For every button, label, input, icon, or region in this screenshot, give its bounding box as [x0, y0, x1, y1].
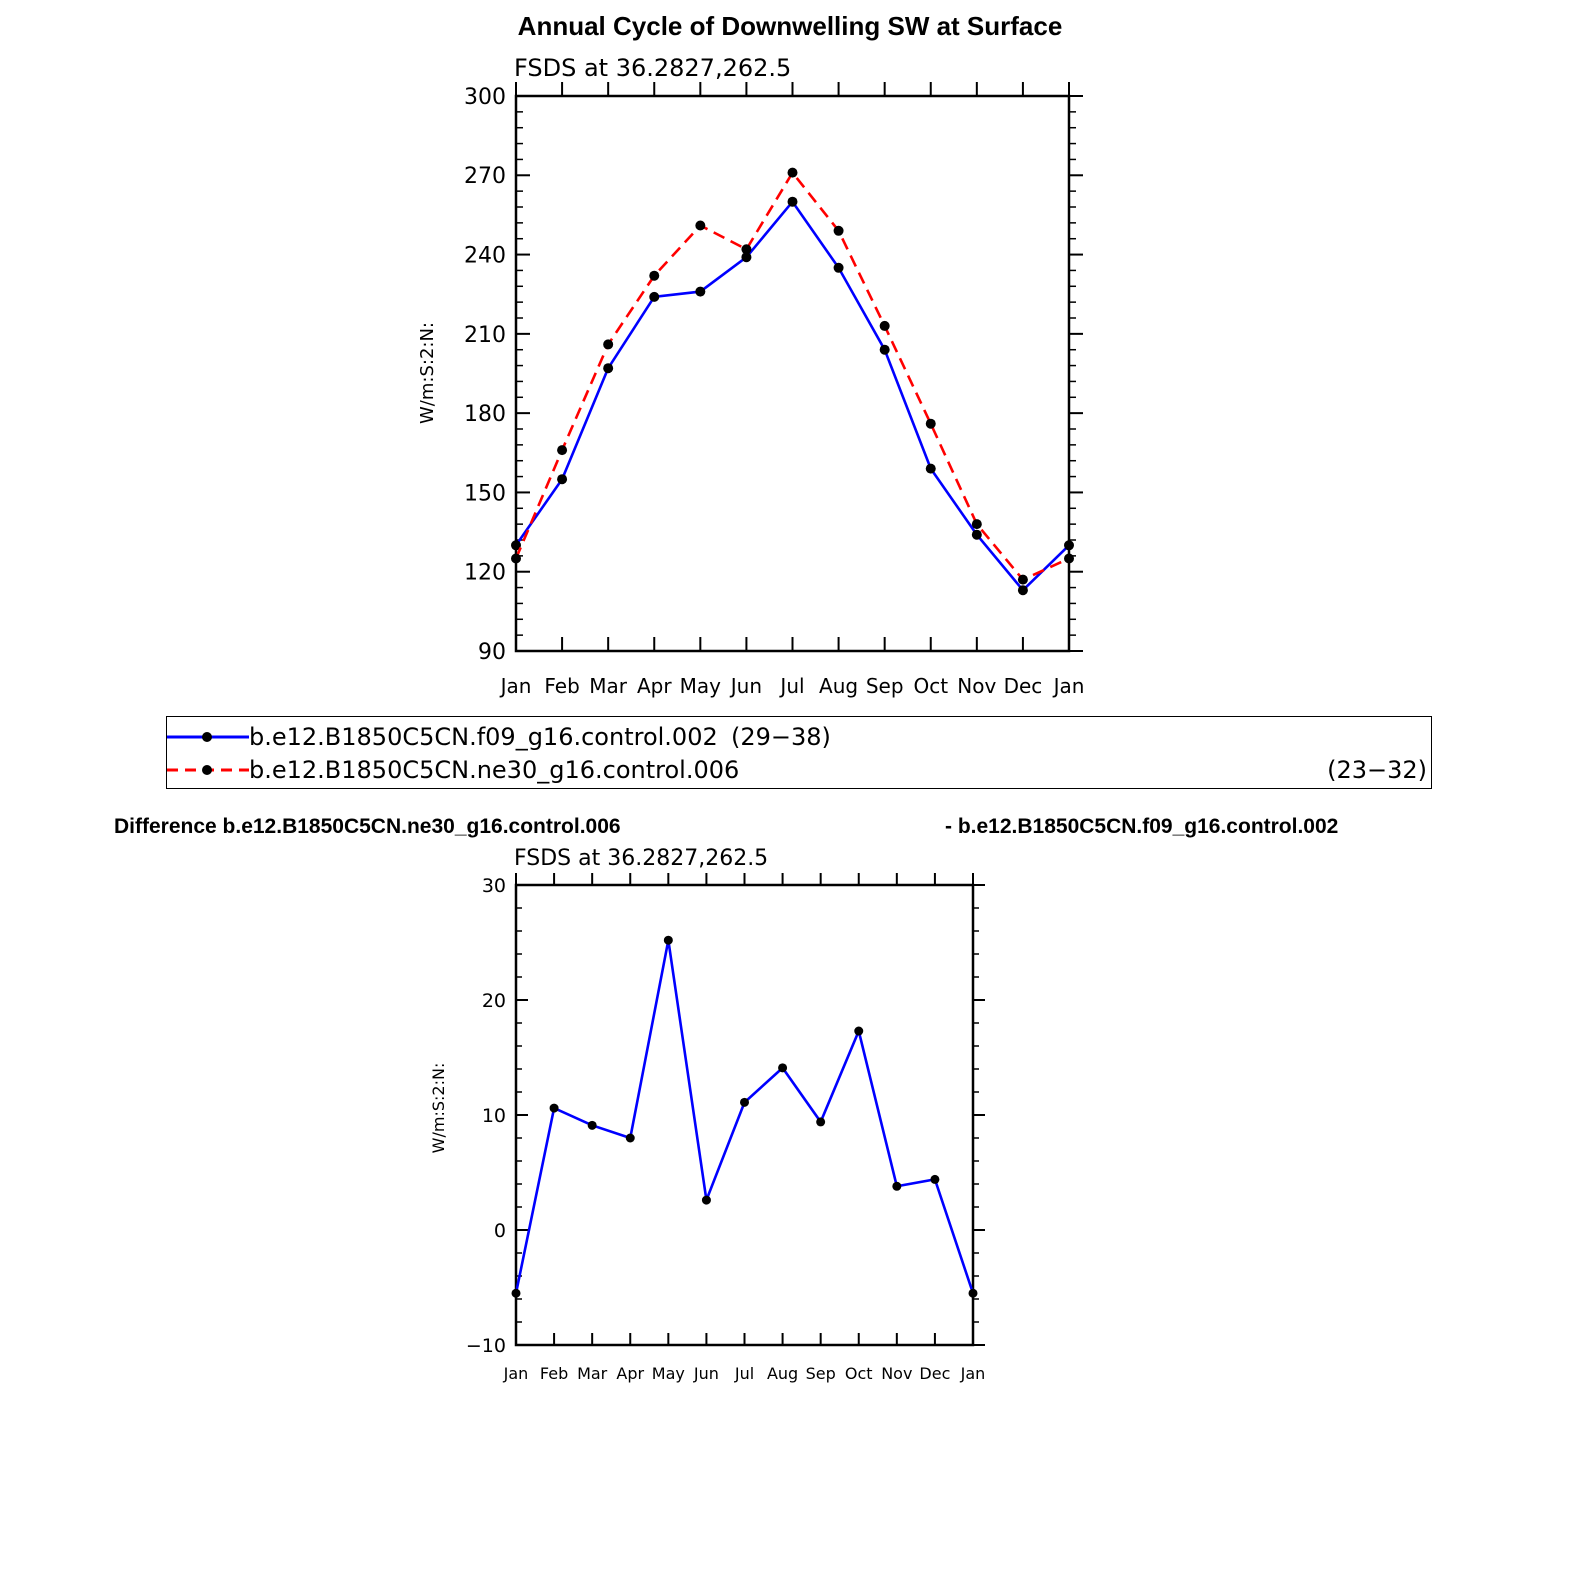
top-y-tick-label: 300 [464, 84, 506, 110]
legend-entry-ne30 [167, 754, 1431, 786]
bottom-x-tick-label: Apr [616, 1364, 645, 1383]
bottom-y-tick-label: 30 [481, 874, 506, 897]
top-series-line-1 [516, 173, 1069, 580]
top-x-tick-label: Jul [780, 674, 805, 698]
top-x-tick-label: May [679, 674, 722, 698]
legend-swatch-ne30 [167, 754, 249, 786]
bottom-data-point [512, 1289, 521, 1298]
top-data-point [972, 530, 982, 540]
top-data-point [926, 419, 936, 429]
top-y-tick-label: 210 [464, 322, 506, 348]
top-x-tick-label: Mar [589, 674, 628, 698]
top-data-point [972, 519, 982, 529]
bottom-data-point [778, 1063, 787, 1072]
top-chart-axes [464, 82, 1084, 698]
top-y-tick-label: 270 [464, 164, 506, 190]
bottom-x-tick-label: Jul [734, 1364, 755, 1383]
bottom-chart-plot-area [512, 936, 978, 1298]
legend-label-f09: b.e12.B1850C5CN.f09_g16.control.002 [249, 723, 718, 751]
top-data-point [741, 244, 751, 254]
bottom-x-tick-label: Oct [844, 1364, 873, 1383]
top-data-point [1064, 540, 1074, 550]
top-x-tick-label: Aug [819, 674, 859, 698]
top-y-tick-label: 90 [478, 639, 506, 665]
top-x-tick-label: Dec [1003, 674, 1043, 698]
top-x-tick-label: Jun [730, 674, 763, 698]
top-data-point [511, 554, 521, 564]
top-x-tick-label: Jan [1053, 674, 1085, 698]
top-x-tick-label: Apr [636, 674, 672, 698]
top-data-point [926, 464, 936, 474]
top-y-tick-label: 240 [464, 243, 506, 269]
top-data-point [1018, 575, 1028, 585]
bottom-data-point [740, 1098, 749, 1107]
bottom-y-tick-label: 20 [481, 989, 506, 1012]
bottom-x-tick-label: Dec [919, 1364, 951, 1383]
top-data-point [788, 168, 798, 178]
bottom-x-tick-label: Feb [539, 1364, 569, 1383]
bottom-data-point [588, 1121, 597, 1130]
bottom-data-point [854, 1027, 863, 1036]
top-data-point [603, 339, 613, 349]
top-data-point [603, 363, 613, 373]
bottom-x-tick-label: Jan [503, 1364, 529, 1383]
top-data-point [1064, 554, 1074, 564]
bottom-data-point [816, 1117, 825, 1126]
bottom-y-tick-label: −10 [465, 1334, 506, 1357]
bottom-x-tick-label: Jan [960, 1364, 986, 1383]
top-x-tick-label: Jan [500, 674, 532, 698]
legend-label-ne30: b.e12.B1850C5CN.ne30_g16.control.006 [249, 756, 740, 784]
bottom-data-point [626, 1134, 635, 1143]
top-chart-ylabel: W/m:S:2:N: [417, 322, 438, 424]
bottom-chart-frame [516, 885, 973, 1345]
bottom-chart-axes [466, 873, 985, 1383]
top-data-point [557, 445, 567, 455]
top-chart-subtitle: FSDS at 36.2827,262.5 [514, 54, 792, 82]
top-data-point [880, 321, 890, 331]
top-data-point [649, 271, 659, 281]
legend-swatch-f09 [167, 721, 249, 753]
top-x-tick-label: Feb [544, 674, 580, 698]
bottom-data-point [892, 1182, 901, 1191]
bottom-x-tick-label: Nov [881, 1364, 913, 1383]
top-x-tick-label: Oct [913, 674, 949, 698]
top-series-line-0 [516, 202, 1069, 591]
legend-years-ne30: (23−32) [1327, 756, 1427, 784]
top-data-point [880, 345, 890, 355]
bottom-y-tick-label: 10 [481, 1104, 506, 1127]
top-data-point [649, 292, 659, 302]
difference-title-right: - b.e12.B1850C5CN.f09_g16.control.002 [945, 815, 1339, 838]
bottom-data-point [664, 936, 673, 945]
top-data-point [695, 221, 705, 231]
bottom-data-point [969, 1289, 978, 1298]
bottom-chart-ylabel: W/m:S:2:N: [429, 1062, 448, 1154]
top-data-point [834, 226, 844, 236]
legend-years-f09: (29−38) [731, 723, 831, 751]
bottom-x-tick-label: Sep [805, 1364, 836, 1383]
top-x-tick-label: Sep [865, 674, 904, 698]
bottom-chart-subtitle: FSDS at 36.2827,262.5 [514, 846, 769, 871]
difference-title-left: Difference b.e12.B1850C5CN.ne30_g16.control.006 [114, 815, 621, 838]
top-y-tick-label: 120 [464, 560, 506, 586]
bottom-data-point [930, 1175, 939, 1184]
top-chart-frame [516, 96, 1069, 651]
top-data-point [788, 197, 798, 207]
top-chart-title: Annual Cycle of Downwelling SW at Surface [517, 11, 1063, 41]
bottom-y-tick-label: 0 [493, 1219, 506, 1242]
top-data-point [834, 263, 844, 273]
bottom-x-tick-label: Aug [766, 1364, 799, 1383]
top-y-tick-label: 150 [464, 481, 506, 507]
legend [166, 716, 1432, 789]
legend-entry-f09 [167, 721, 1431, 753]
top-data-point [1018, 585, 1028, 595]
top-x-tick-label: Nov [957, 674, 997, 698]
bottom-data-point [702, 1196, 711, 1205]
bottom-series-line-0 [516, 940, 973, 1293]
bottom-x-tick-label: Mar [577, 1364, 608, 1383]
bottom-x-tick-label: May [651, 1364, 685, 1383]
top-chart-plot-area [511, 168, 1074, 596]
bottom-x-tick-label: Jun [693, 1364, 719, 1383]
bottom-data-point [550, 1104, 559, 1113]
top-data-point [557, 474, 567, 484]
top-y-tick-label: 180 [464, 402, 506, 428]
top-data-point [695, 287, 705, 297]
